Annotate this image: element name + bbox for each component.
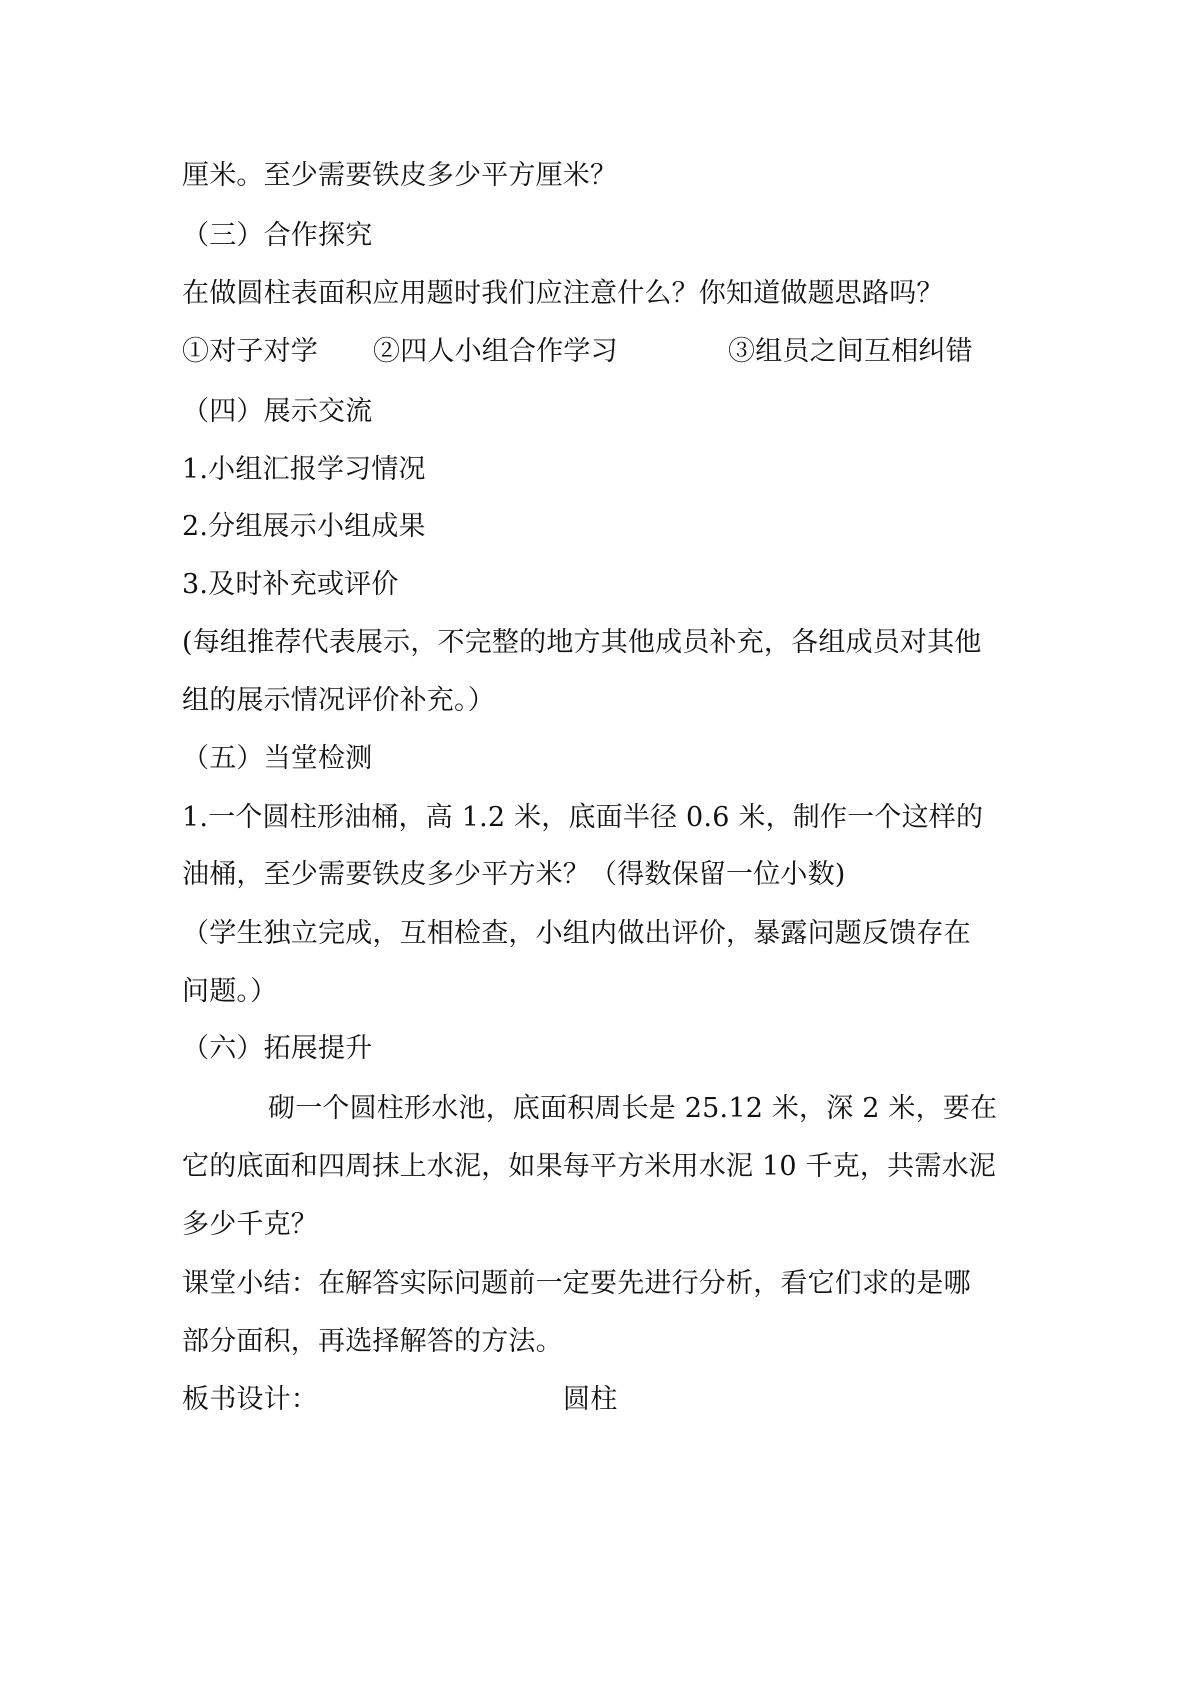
activity-options xyxy=(182,334,1012,370)
text-line: 部分面积，再选择解答的方法。 xyxy=(182,1326,563,1357)
text-line: 问题。） xyxy=(182,976,278,1007)
text-line: 油桶，至少需要铁皮多少平方米？（得数保留一位小数) xyxy=(182,859,846,890)
list-item: 2.分组展示小组成果 xyxy=(182,511,426,542)
text-line: 1.一个圆柱形油桶，高 1.2 米，底面半径 0.6 米，制作一个这样的 xyxy=(182,802,984,833)
option-peer-correction: ③组员之间互相纠错 xyxy=(728,336,973,367)
board-design xyxy=(182,1382,1012,1418)
section-heading-extension: （六）拓展提升 xyxy=(182,1033,373,1064)
section-heading-presentation: （四）展示交流 xyxy=(182,396,373,427)
list-item: 3.及时补充或评价 xyxy=(182,569,399,600)
board-design-label: 板书设计： xyxy=(182,1384,318,1415)
text-line: 它的底面和四周抹上水泥，如果每平方米用水泥 10 千克，共需水泥 xyxy=(182,1151,996,1182)
text-line: (每组推荐代表展示，不完整的地方其他成员补充，各组成员对其他 xyxy=(182,627,982,658)
option-pair-study: ①对子对学 xyxy=(182,336,318,367)
text-line: （学生独立完成，互相检查，小组内做出评价，暴露问题反馈存在 xyxy=(182,918,971,949)
text-line: 砌一个圆柱形水池，底面积周长是 25.12 米，深 2 米，要在 xyxy=(268,1093,998,1124)
option-group-study: ②四人小组合作学习 xyxy=(373,336,618,367)
board-design-title: 圆柱 xyxy=(563,1384,618,1415)
text-line: 多少千克？ xyxy=(182,1209,318,1240)
text-line: 在做圆柱表面积应用题时我们应注意什么？你知道做题思路吗？ xyxy=(182,278,944,309)
list-item: 1.小组汇报学习情况 xyxy=(182,454,426,485)
section-heading-class-test: （五）当堂检测 xyxy=(182,743,373,774)
text-line: 厘米。至少需要铁皮多少平方厘米？ xyxy=(182,160,618,191)
class-summary: 课堂小结：在解答实际问题前一定要先进行分析，看它们求的是哪 xyxy=(182,1268,971,1299)
section-heading-cooperative-exploration: （三）合作探究 xyxy=(182,220,373,251)
text-line: 组的展示情况评价补充。） xyxy=(182,685,495,716)
